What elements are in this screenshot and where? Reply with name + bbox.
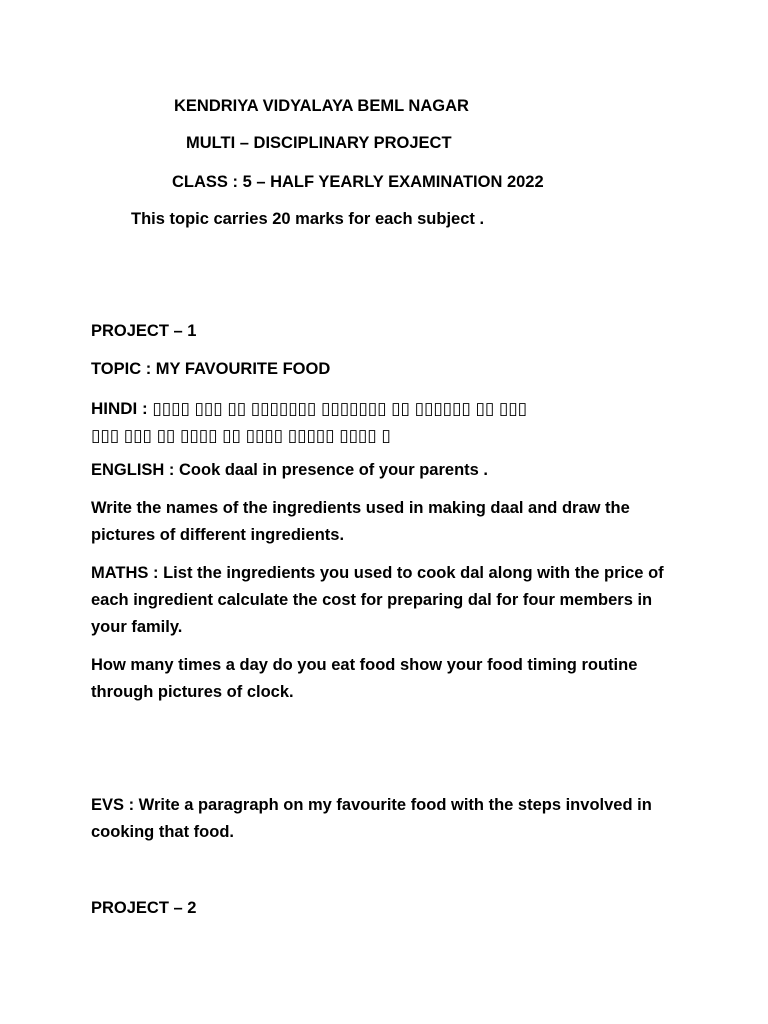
evs-task: EVS : Write a paragraph on my favourite food with the steps involved in cooking that food.: [91, 796, 652, 841]
hindi-text-line-1: ▯▯▯▯ ▯▯▯ ▯▯ ▯▯▯▯▯▯▯ ▯▯▯▯▯▯▯ ▯▯ ▯▯▯▯▯▯ ▯▯ ▯▯▯: [152, 399, 527, 418]
class-exam: CLASS : 5 – HALF YEARLY EXAMINATION 2022: [172, 173, 544, 191]
hindi-label: HINDI :: [91, 399, 148, 418]
school-name: KENDRIYA VIDYALAYA BEML NAGAR: [174, 97, 469, 115]
english-task-1: ENGLISH : Cook daal in presence of your parents .: [91, 461, 488, 479]
hindi-section: [91, 395, 527, 422]
marks-note: This topic carries 20 marks for each subject .: [131, 210, 485, 228]
maths-task-2: How many times a day do you eat food show your food timing routine through pictures of clock.: [91, 656, 638, 701]
project-1-topic: TOPIC : MY FAVOURITE FOOD: [91, 360, 331, 378]
maths-task-1: MATHS : List the ingredients you used to cook dal along with the price of each ingredient calculate the cost for preparing dal for four members in your family.: [91, 564, 664, 636]
project-1-heading: PROJECT – 1: [91, 322, 197, 340]
hindi-text-line-2: ▯▯▯ ▯▯▯ ▯▯ ▯▯▯▯ ▯▯ ▯▯▯▯ ▯▯▯▯▯ ▯▯▯▯ ▯: [91, 426, 391, 445]
english-task-2: Write the names of the ingredients used in making daal and draw the pictures of different ingredients.: [91, 499, 630, 544]
project-2-heading: PROJECT – 2: [91, 899, 197, 917]
project-type: MULTI – DISCIPLINARY PROJECT: [186, 134, 452, 152]
